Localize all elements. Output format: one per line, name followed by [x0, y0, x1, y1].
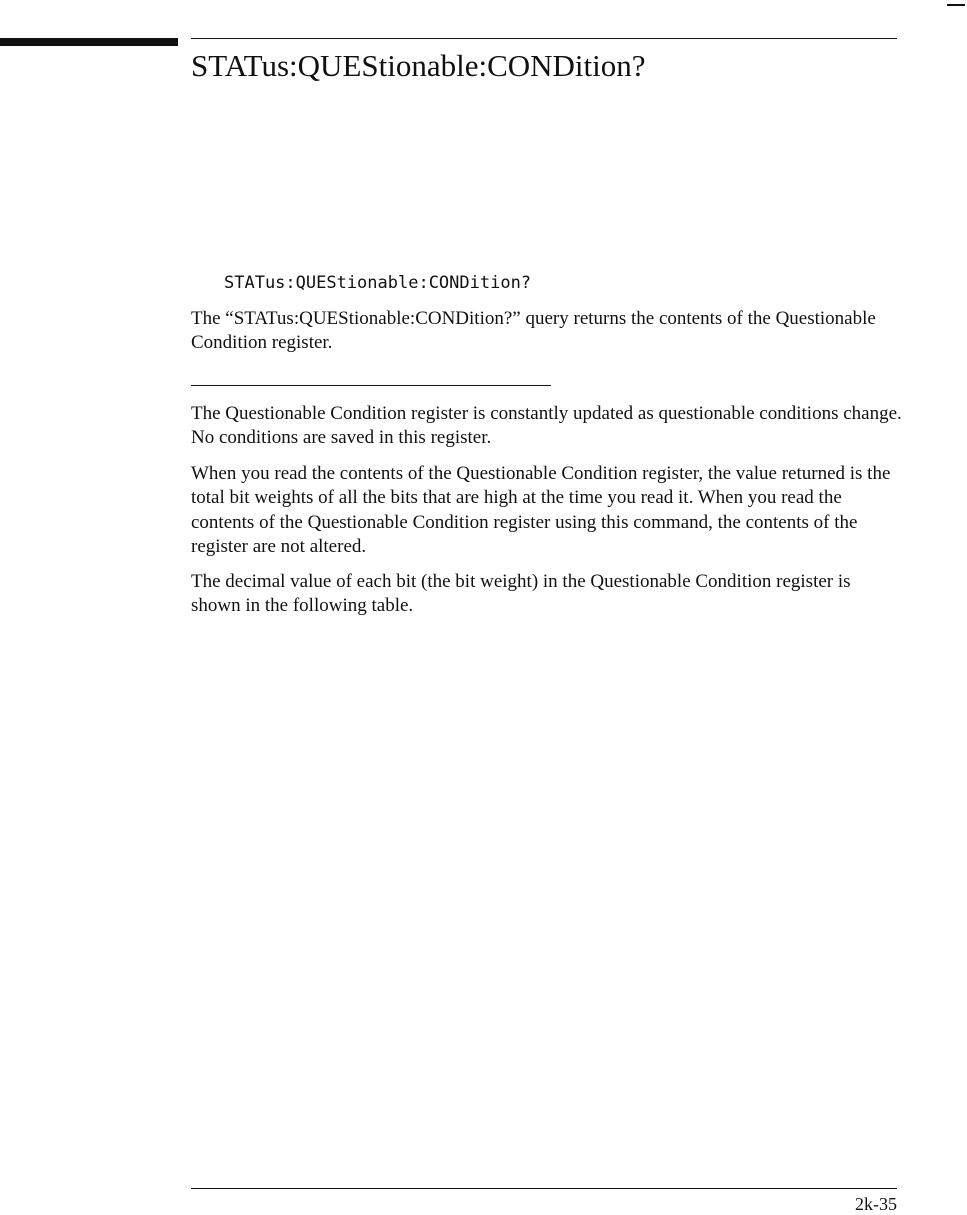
section-bar	[0, 38, 178, 46]
page-title: STATus:QUEStionable:CONDition?	[191, 48, 646, 83]
intro-paragraph: The “STATus:QUEStionable:CONDition?” query returns the contents of the Questionable Condition register.	[191, 308, 876, 354]
body-paragraph-1: The Questionable Condition register is constantly updated as questionable conditions change. No conditions are saved in this register.	[191, 403, 902, 449]
top-rule	[191, 38, 897, 39]
command-syntax: STATus:QUEStionable:CONDition?	[224, 273, 532, 293]
bottom-rule	[191, 1188, 897, 1189]
section-divider	[191, 385, 551, 386]
body-paragraph-3: The decimal value of each bit (the bit weight) in the Questionable Condition register is shown in the following table.	[191, 571, 851, 617]
page-number: 2k-35	[855, 1194, 897, 1214]
corner-mark	[947, 4, 965, 6]
body-paragraph-2: When you read the contents of the Questionable Condition register, the value returned is the total bit weights of all the bits that are high at the time you read it. When you read the contents of the Questionable Condition register using this command, the contents of the register are not altered.	[191, 463, 891, 557]
